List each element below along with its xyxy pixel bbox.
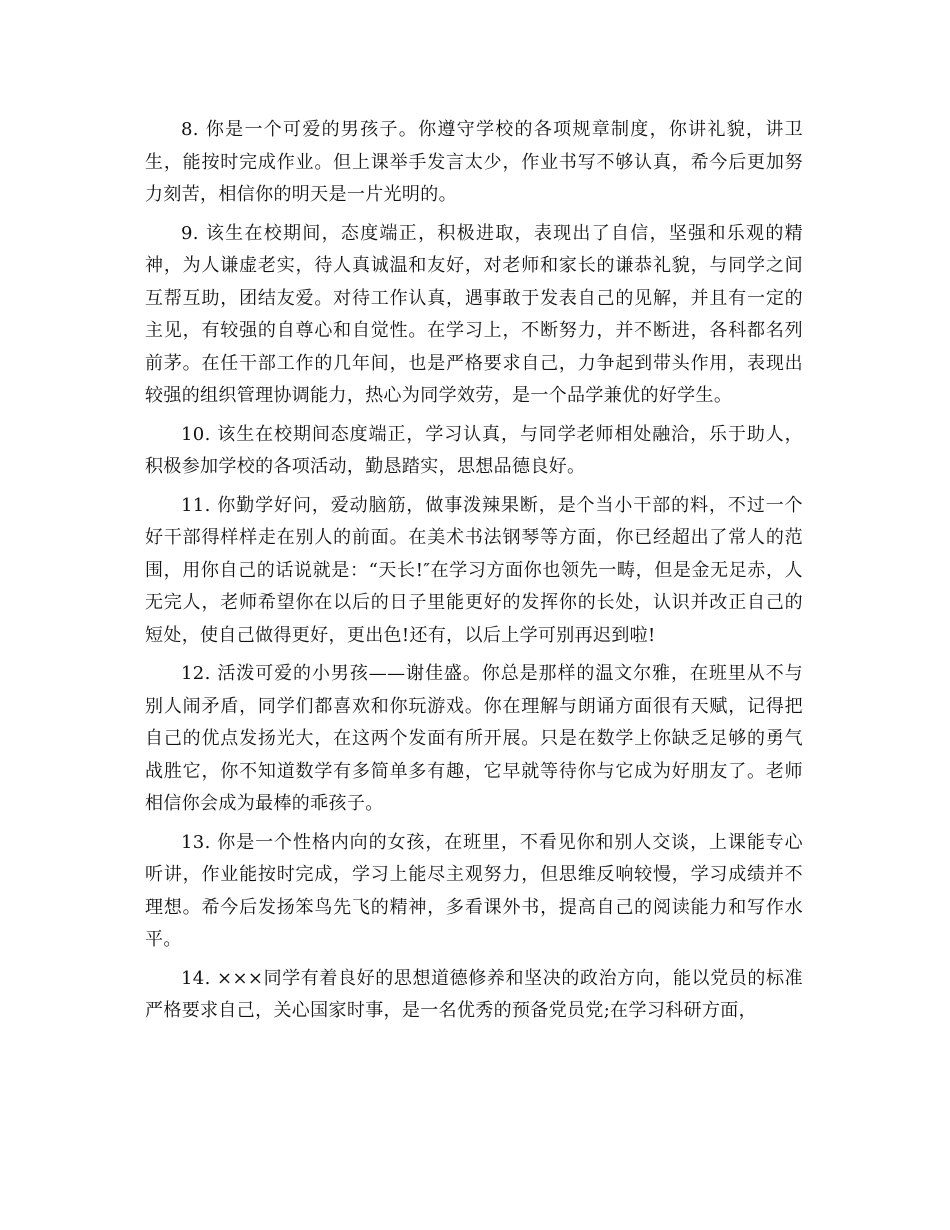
paragraph-12: 12. 活泼可爱的小男孩——谢佳盛。你总是那样的温文尔雅，在班里从不与别人闹矛盾，同学们都喜欢和你玩游戏。你在理解与朗诵方面很有天赋，记得把自己的优点发扬光大，在这两个发面有所开展。只是在数学上你缺乏足够的勇气战胜它，你不知道数学有多简单多有趣，它早就等待你与它成为好朋友了。老师相信你会成为最棒的乖孩子。 — [145, 663, 803, 814]
paragraph-11: 11. 你勤学好问，爱动脑筋，做事泼辣果断，是个当小干部的料，不过一个好干部得样样走在别人的前面。在美术书法钢琴等方面，你已经超出了常人的范围，用你自己的话说就是：“天长!″在学习方面你也领先一畴，但是金无足赤，人无完人，老师希望你在以后的日子里能更好的发挥你的长处，认识并改正自己的短处，使自己做得更好，更出色!还有，以后上学可别再迟到啦! — [145, 494, 803, 646]
paragraph-9: 9. 该生在校期间，态度端正，积极进取，表现出了自信，坚强和乐观的精神，为人谦虚老实，待人真诚温和友好，对老师和家长的谦恭礼貌，与同学之间互帮互助，团结友爱。对待工作认真，遇事敢于发表自己的见解，并且有一定的主见，有较强的自尊心和自觉性。在学习上，不断努力，并不断进，各科都名列前茅。在任干部工作的几年间，也是严格要求自己，力争起到带头作用，表现出较强的组织管理协调能力，热心为同学效劳，是一个品学兼优的好学生。 — [145, 222, 803, 406]
paragraph-13: 13. 你是一个性格内向的女孩，在班里，不看见你和别人交谈，上课能专心听讲，作业能按时完成，学习上能尽主观努力，但思维反响较慢，学习成绩并不理想。希今后发扬笨鸟先飞的精神，多看课外书，提高自己的阅读能力和写作水平。 — [145, 831, 803, 950]
document-body — [145, 114, 803, 1034]
paragraph-14: 14. ×××同学有着良好的思想道德修养和坚决的政治方向，能以党员的标准严格要求自己，关心国家时事，是一名优秀的预备党员党;在学习科研方面， — [145, 967, 803, 1021]
paragraph-8: 8. 你是一个可爱的男孩子。你遵守学校的各项规章制度，你讲礼貌，讲卫生，能按时完成作业。但上课举手发言太少，作业书写不够认真，希今后更加努力刻苦，相信你的明天是一片光明的。 — [145, 119, 803, 205]
paragraph-10: 10. 该生在校期间态度端正，学习认真，与同学老师相处融洽，乐于助人，积极参加学校的各项活动，勤恳踏实，思想品德良好。 — [145, 423, 803, 477]
